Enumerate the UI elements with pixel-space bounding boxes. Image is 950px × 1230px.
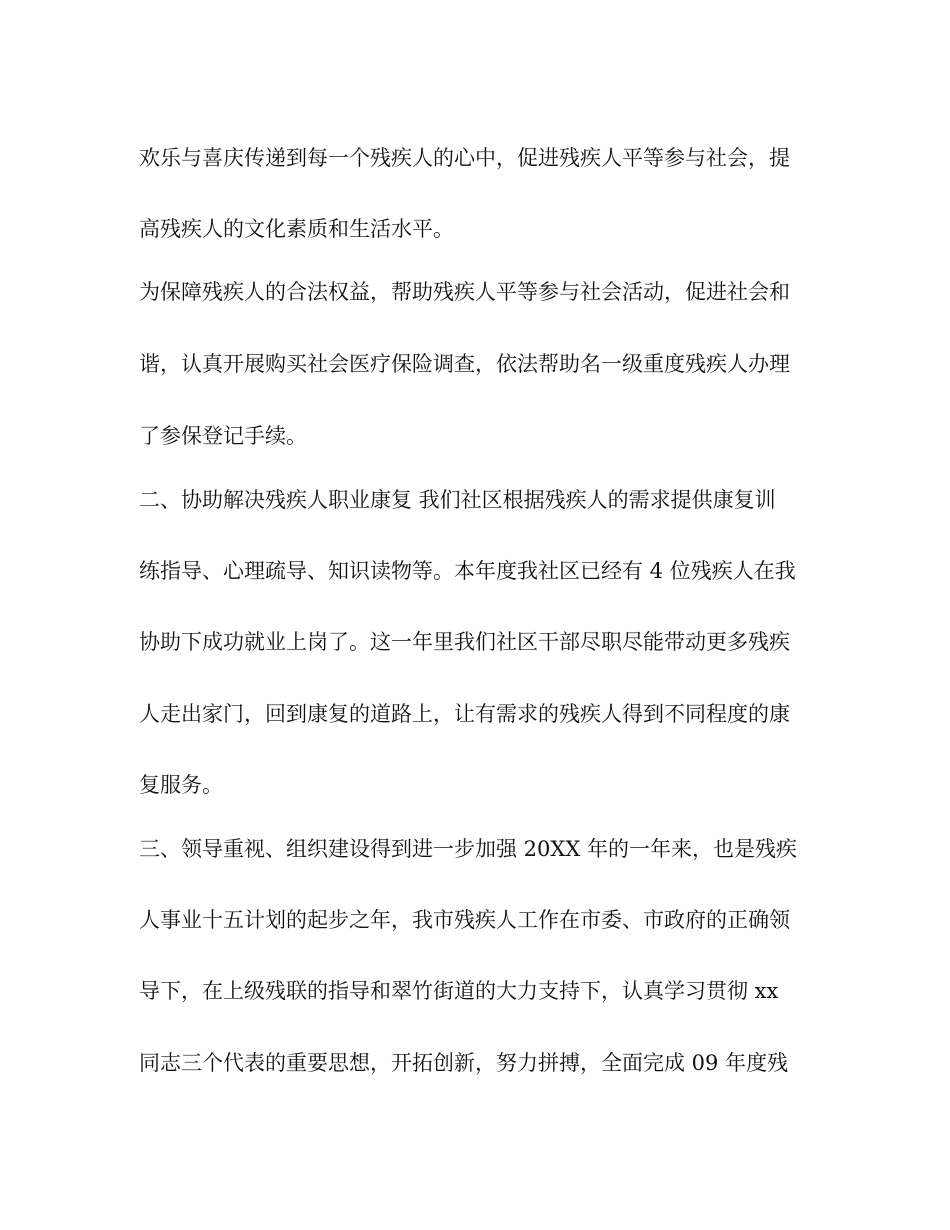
text-line: 协助下成功就业上岗了。这一年里我们社区干部尽职尽能带动更多残疾 (139, 630, 790, 654)
text-line: 欢乐与喜庆传递到每一个残疾人的心中，促进残疾人平等参与社会，提 (139, 146, 790, 170)
text-line: 高残疾人的文化素质和生活水平。 (139, 217, 454, 241)
text-line: 复服务。 (139, 773, 223, 797)
text-line: 三、领导重视、组织建设得到进一步加强 20XX 年的一年来，也是残疾 (139, 837, 797, 861)
text-line: 了参保登记手续。 (139, 424, 307, 448)
text-line: 二、协助解决残疾人职业康复 我们社区根据残疾人的需求提供康复训 (139, 488, 776, 512)
text-line: 练指导、心理疏导、知识读物等。本年度我社区已经有 4 位残疾人在我 (139, 559, 796, 583)
text-line: 为保障残疾人的合法权益，帮助残疾人平等参与社会活动，促进社会和 (139, 280, 790, 304)
text-line: 人走出家门，回到康复的道路上，让有需求的残疾人得到不同程度的康 (139, 702, 790, 726)
text-line: 谐，认真开展购买社会医疗保险调查，依法帮助名一级重度残疾人办理 (139, 352, 790, 376)
text-line: 同志三个代表的重要思想，开拓创新，努力拼搏，全面完成 09 年度残 (139, 1051, 789, 1075)
text-line: 人事业十五计划的起步之年，我市残疾人工作在市委、市政府的正确领 (139, 908, 790, 932)
text-line: 导下，在上级残联的指导和翠竹街道的大力支持下，认真学习贯彻 xx (139, 979, 779, 1003)
